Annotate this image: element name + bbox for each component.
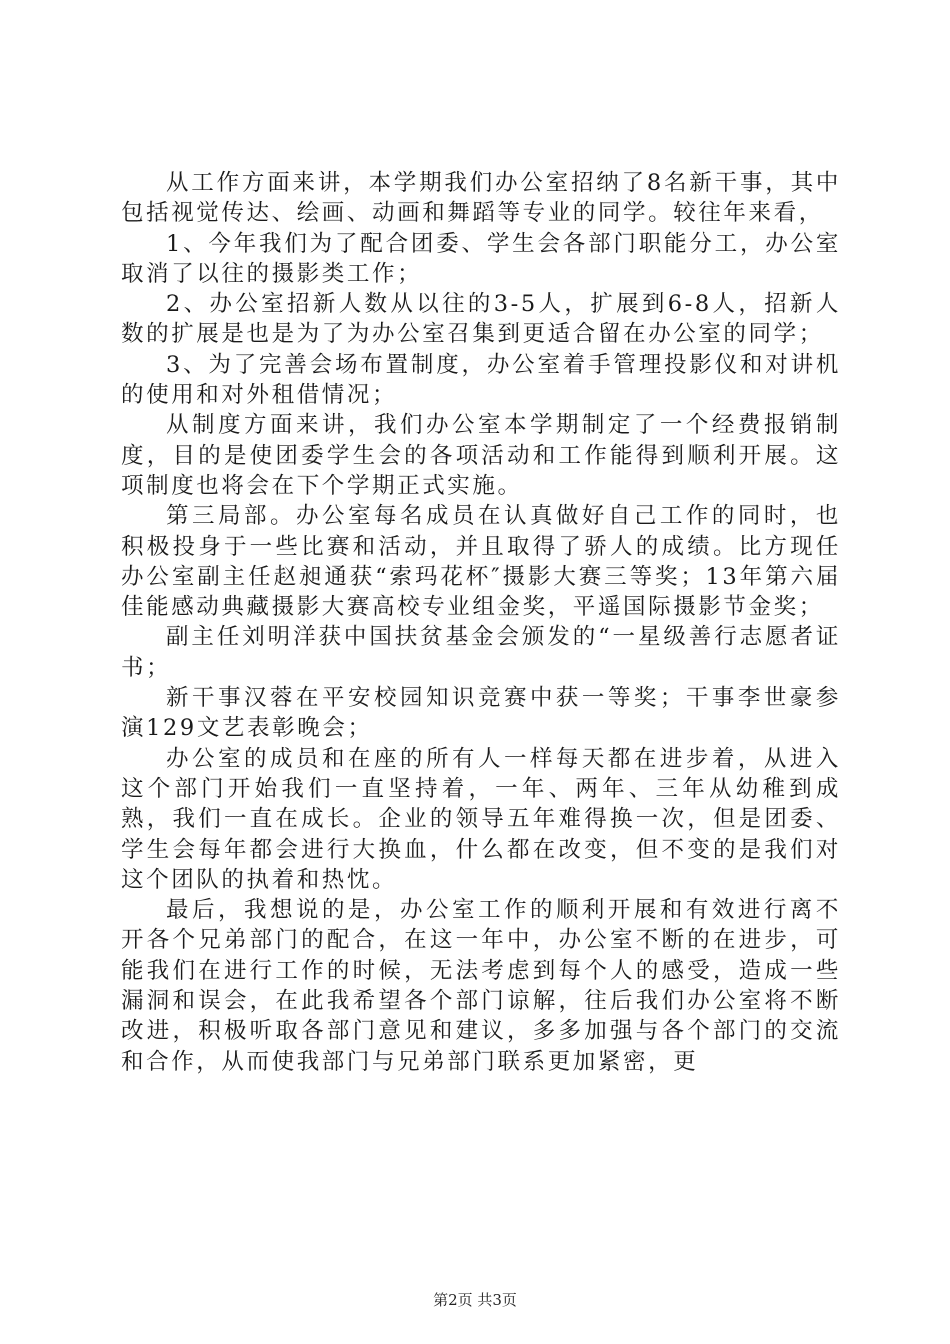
- paragraph-system: 从制度方面来讲，我们办公室本学期制定了一个经费报销制度，目的是使团委学生会的各项活动和工作能得到顺利开展。这项制度也将会在下个学期正式实施。: [121, 412, 841, 499]
- paragraph-conclusion: 最后，我想说的是，办公室工作的顺利开展和有效进行离不开各个兄弟部门的配合，在这一年中，办公室不断的在进步，可能我们在进行工作的时候，无法考虑到每个人的感受，造成一些漏洞和误会，在此我希望各个部门谅解，往后我们办公室将不断改进，积极听取各部门意见和建议，多多加强与各个部门的交流和合作，从而使我部门与兄弟部门联系更加紧密，更: [121, 897, 841, 1075]
- paragraph-point-2: 2、办公室招新人数从以往的3-5人，扩展到6-8人，招新人数的扩展是也是为了为办公室召集到更适合留在办公室的同学；: [121, 291, 841, 348]
- paragraph-growth: 办公室的成员和在座的所有人一样每天都在进步着，从进入这个部门开始我们一直坚持着，一年、两年、三年从幼稚到成熟，我们一直在成长。企业的领导五年难得换一次，但是团委、学生会每年都会进行大换血，什么都在改变，但不变的是我们对这个团队的执着和热忱。: [121, 745, 841, 893]
- page-number-footer: 第2页 共3页: [433, 1291, 517, 1309]
- paragraph-recruitment-intro: 从工作方面来讲，本学期我们办公室招纳了8名新干事，其中包括视觉传达、绘画、动画和舞蹈等专业的同学。较往年来看，: [121, 170, 841, 227]
- paragraph-vice-director: 副主任刘明洋获中国扶贫基金会颁发的“一星级善行志愿者证书；: [121, 624, 841, 681]
- document-body: [121, 168, 841, 1077]
- paragraph-point-1: 1、今年我们为了配合团委、学生会各部门职能分工，办公室取消了以往的摄影类工作；: [121, 230, 841, 287]
- paragraph-point-3: 3、为了完善会场布置制度，办公室着手管理投影仪和对讲机的使用和对外租借情况；: [121, 351, 841, 409]
- paragraph-part-three: 第三局部。办公室每名成员在认真做好自己工作的同时，也积极投身于一些比赛和活动，并且取得了骄人的成绩。比方现任办公室副主任赵昶通获“索玛花杯″摄影大赛三等奖；13年第六届佳能感动典藏摄影大赛高校专业组金奖，平遥国际摄影节金奖；: [121, 503, 841, 621]
- paragraph-new-members: 新干事汉蓉在平安校园知识竞赛中获一等奖；干事李世豪参演129文艺表彰晚会；: [121, 685, 841, 742]
